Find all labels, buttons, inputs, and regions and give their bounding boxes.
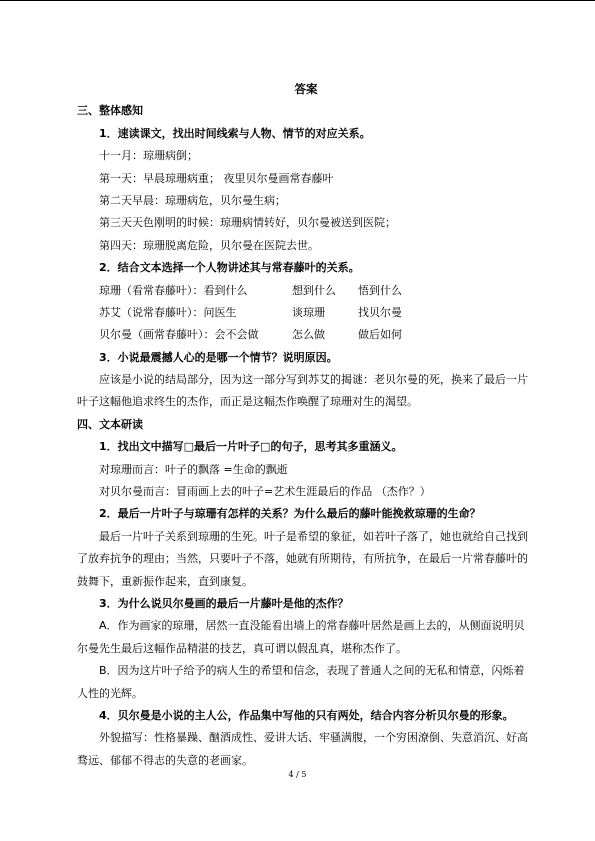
question-3-3: 3．小说最震撼人心的是哪一个情节？说明原因。 bbox=[99, 350, 338, 364]
top-rule bbox=[0, 0, 595, 1]
character-row bbox=[77, 302, 535, 324]
question-3-2: 2．结合文本选择一个人物讲述其与常春藤叶的关系。 bbox=[99, 261, 360, 275]
character-cell: 找贝尔曼 bbox=[358, 305, 402, 319]
meaning-line: 对贝尔曼而言：冒雨画上去的叶子=艺术生涯最后的作品 （杰作？） bbox=[99, 485, 431, 499]
section-4-heading: 四、文本研读 bbox=[77, 417, 143, 431]
answer-paragraph: 最后一片叶子关系到琼珊的生死。叶子是希望的象征，如若叶子落了，她也就给自己找到了放弃抗争的理由；当然，只要叶子不落，她就有所期待，有所抗争，在最后一片常春藤叶的鼓舞下，重新振作起来，直到康复。 bbox=[77, 529, 528, 588]
character-cell: 苏艾（说常春藤叶）：问医生 bbox=[99, 305, 237, 319]
page-number: 4 / 5 bbox=[288, 770, 307, 779]
answer-document bbox=[77, 78, 535, 772]
character-cell: 贝尔曼（画常春藤叶）：会不会做 bbox=[99, 328, 259, 342]
timeline-line: 十一月：琼珊病倒； bbox=[99, 149, 198, 163]
character-cell: 琼珊（看常春藤叶）：看到什么 bbox=[99, 283, 248, 297]
question-4-2: 2．最后一片叶子与琼珊有怎样的关系？为什么最后的藤叶能挽救琼珊的生命？ bbox=[99, 507, 481, 521]
timeline-line: 第二天早晨：琼珊病危，贝尔曼生病； bbox=[99, 193, 286, 207]
answer-paragraph: A．作为画家的琼珊，居然一直没能看出墙上的常春藤叶居然是画上去的，从侧面说明贝尔曼先生最后这幅作品精湛的技艺，真可谓以假乱真，堪称杰作了。 bbox=[77, 619, 525, 655]
character-row bbox=[77, 280, 535, 302]
timeline-line: 第四天：琼珊脱离危险，贝尔曼在医院去世。 bbox=[99, 238, 319, 252]
question-4-1: 1．找出文中描写□最后一片叶子□的句子，思考其多重涵义。 bbox=[99, 440, 403, 454]
document-title: 答案 bbox=[294, 82, 318, 96]
meaning-line: 对琼珊而言：叶子的飘落 =生命的飘逝 bbox=[99, 462, 288, 476]
answer-paragraph: 外貌描写：性格暴躁、酗酒成性、爱讲大话、牢骚满腹，一个穷困潦倒、失意消沉、好高骛远、郁郁不得志的失意的老画家。 bbox=[77, 731, 528, 767]
character-cell: 想到什么 bbox=[292, 283, 336, 297]
timeline-line: 第一天：早晨琼珊病重； 夜里贝尔曼画常春藤叶 bbox=[99, 171, 334, 185]
answer-paragraph: 应该是小说的结局部分，因为这一部分写到苏艾的揭谜：老贝尔曼的死，换来了最后一片叶子这幅他追求终生的杰作，而正是这幅杰作唤醒了琼珊对生的渴望。 bbox=[77, 373, 528, 409]
answer-paragraph: B．因为这片叶子给予的病人生的希望和信念，表现了普通人之间的无私和情意，闪烁着人性的光辉。 bbox=[77, 664, 525, 700]
character-cell: 谈琼珊 bbox=[292, 305, 325, 319]
character-cell: 做后如何 bbox=[358, 328, 402, 342]
character-cell: 悟到什么 bbox=[358, 283, 402, 297]
question-4-4: 4．贝尔曼是小说的主人公，作品集中写他的只有两处，结合内容分析贝尔曼的形象。 bbox=[99, 709, 514, 723]
question-4-3: 3．为什么说贝尔曼画的最后一片藤叶是他的杰作？ bbox=[99, 597, 349, 611]
question-3-1: 1．速读课文，找出时间线索与人物、情节的对应关系。 bbox=[99, 126, 371, 140]
timeline-line: 第三天天色刚明的时候：琼珊病情转好，贝尔曼被送到医院； bbox=[99, 216, 396, 230]
section-3-heading: 三、整体感知 bbox=[77, 104, 143, 118]
character-row bbox=[77, 324, 535, 346]
character-cell: 怎么做 bbox=[292, 328, 325, 342]
